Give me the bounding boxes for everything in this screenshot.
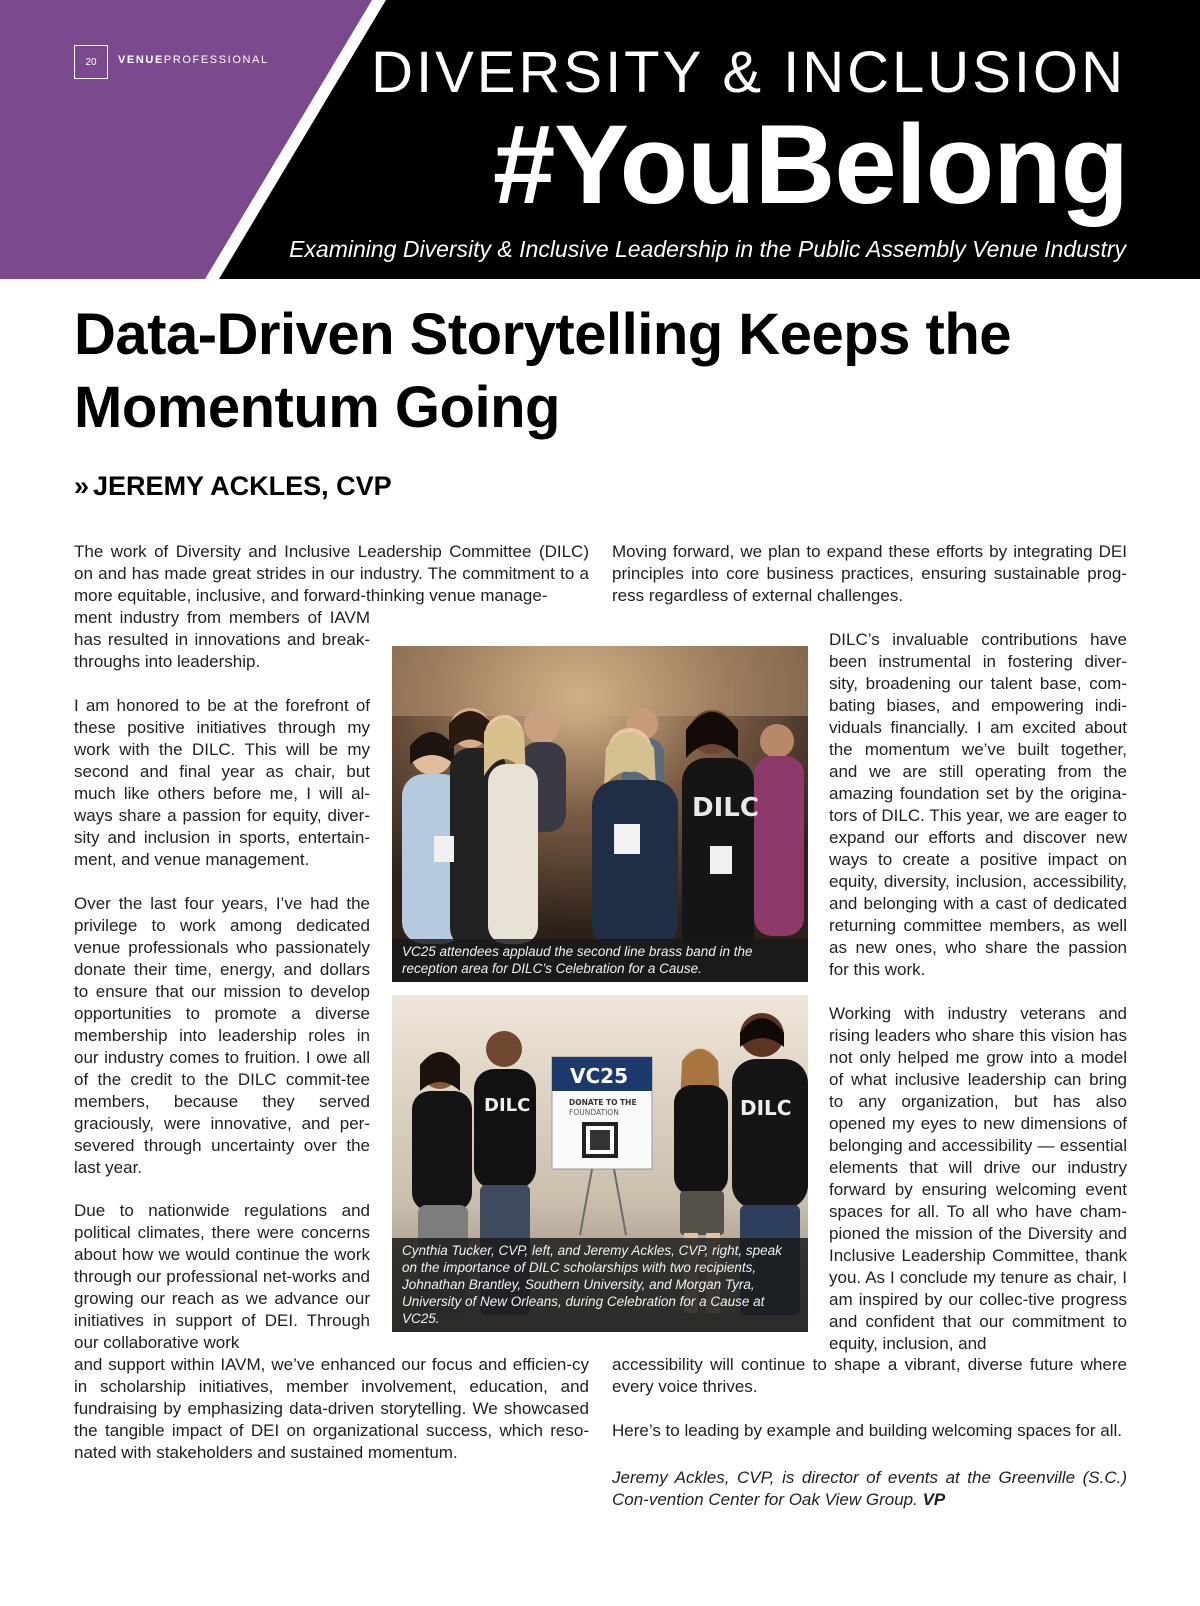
col2-paragraph-4: Here’s to leading by example and building welcoming spaces for all.	[612, 1421, 1122, 1440]
col1-paragraph-1b: ment industry from members of IAVM has resulted in innovations and break-throughs into leadership.	[74, 608, 370, 671]
article-headline: Data-Driven Storytelling Keeps the Momentum Going	[74, 302, 1011, 440]
col1-paragraph-3: Over the last four years, I’ve had the privilege to work among dedicated venue professionals who passionately donate their time, energy, and dollars to ensure that our mission to develop opportunities to promote a diverse membership into leadership roles in our industry comes to fruition. I owe all of the credit to the DILC commit-tee members, because they served graciously, were innovative, and per-severed through uncertainty over the last year.	[74, 894, 370, 1177]
col1-paragraph-2: I am honored to be at the forefront of these positive initiatives through my work with the DILC. This will be my second and final year as chair, but much like others before me, I will al-ways share a passion for equity, diver-sity and inclusion in sports, entertain-ment, and venue management.	[74, 696, 370, 869]
byline-author: JEREMY ACKLES, CVP	[93, 471, 392, 501]
byline-chevron-icon: »	[74, 471, 84, 501]
col2-paragraph-2: DILC’s invaluable contributions have been instrumental in fostering diver-sity, broadening our talent base, com-bating biases, and empowering indi-viduals financially. I am excited about the momentum we’ve built together, and we are still operating from the amazing foundation set by the origina-tors of DILC. This year, we are eager to expand our efforts and discover new ways to create a positive impact on equity, diversity, inclusion, accessibility, and belonging with a cast of dedicated returning committee members, as well as new ones, who share the passion for this work.	[829, 630, 1127, 979]
photo2-caption: Cynthia Tucker, CVP, left, and Jeremy Ackles, CVP, right, speak on the importance of DILC scholarships with two recipients, Johnathan Brantley, Southern University, and Morgan Tyra, University of New Orleans, during Celebration for a Cause at VC25.	[392, 1238, 808, 1332]
section-tagline: Examining Diversity & Inclusive Leadership in the Public Assembly Venue Industry	[289, 236, 1126, 262]
section-kicker: DIVERSITY & INCLUSION	[371, 40, 1126, 105]
col2-paragraph-1: Moving forward, we plan to expand these efforts by integrating DEI principles into core business practices, ensuring sustainable prog-ress regardless of external challenges.	[612, 542, 1127, 605]
svg-text:DILC: DILC	[484, 1095, 531, 1116]
byline	[74, 468, 392, 504]
svg-text:DILC: DILC	[740, 1096, 792, 1120]
page-number: 20	[74, 45, 108, 79]
svg-text:FOUNDATION: FOUNDATION	[569, 1108, 619, 1117]
photo-scholarship-recipients	[392, 995, 808, 1332]
publication-logo: VENUEPROFESSIONAL	[118, 54, 269, 66]
svg-text:DONATE TO THE: DONATE TO THE	[569, 1098, 637, 1107]
svg-text:DILC: DILC	[692, 793, 759, 823]
svg-text:VC25: VC25	[570, 1064, 628, 1088]
photo1-caption: VC25 attendees applaud the second line brass band in the reception area for DILC’s Celebration for a Cause.	[392, 939, 808, 982]
end-mark: VP	[922, 1490, 946, 1509]
crowd-illustration	[392, 646, 808, 982]
col2-paragraph-3a: Working with industry veterans and rising leaders who share this vision has not only helped me grow into a model of what inclusive leadership can bring to any organization, but has also opened my eyes to new dimensions of belonging and accessibility — essential elements that will drive our industry forward by ensuring welcoming event spaces for all. To all who have cham-pioned the mission of the Diversity and Inclusive Leadership Committee, thank you. As I conclude my tenure as chair, I am inspired by our collec-tive progress and confident that our commitment to equity, inclusion, and	[829, 1004, 1127, 1353]
col1-paragraph-1a: The work of Diversity and Inclusive Leadership Committee (DILC) on and has made great strides in our industry. The commitment to a more equitable, inclusive, and forward-thinking venue manage-	[74, 542, 589, 605]
col1-paragraph-4b: and support within IAVM, we’ve enhanced our focus and efficien-cy in scholarship initiatives, member involvement, education, and fundraising by emphasizing data-driven storytelling. We showcased the tangible impact of DEI on organizational success, which reso-nated with stakeholders and sustained momentum.	[74, 1355, 589, 1462]
col1-paragraph-4a: Due to nationwide regulations and political climates, there were concerns about how we would continue the work through our professional net-works and growing our reach as we advance our initiatives in support of DEI. Through our collaborative work	[74, 1201, 370, 1352]
author-bio: Jeremy Ackles, CVP, is director of events at the Greenville (S.C.) Con-vention Center for Oak View Group. VP	[612, 1468, 1127, 1509]
col2-paragraph-3b: accessibility will continue to shape a vibrant, diverse future where every voice thrives.	[612, 1355, 1127, 1396]
section-hashtag: #YouBelong	[492, 102, 1128, 227]
photo-attendees-applaud	[392, 646, 808, 982]
